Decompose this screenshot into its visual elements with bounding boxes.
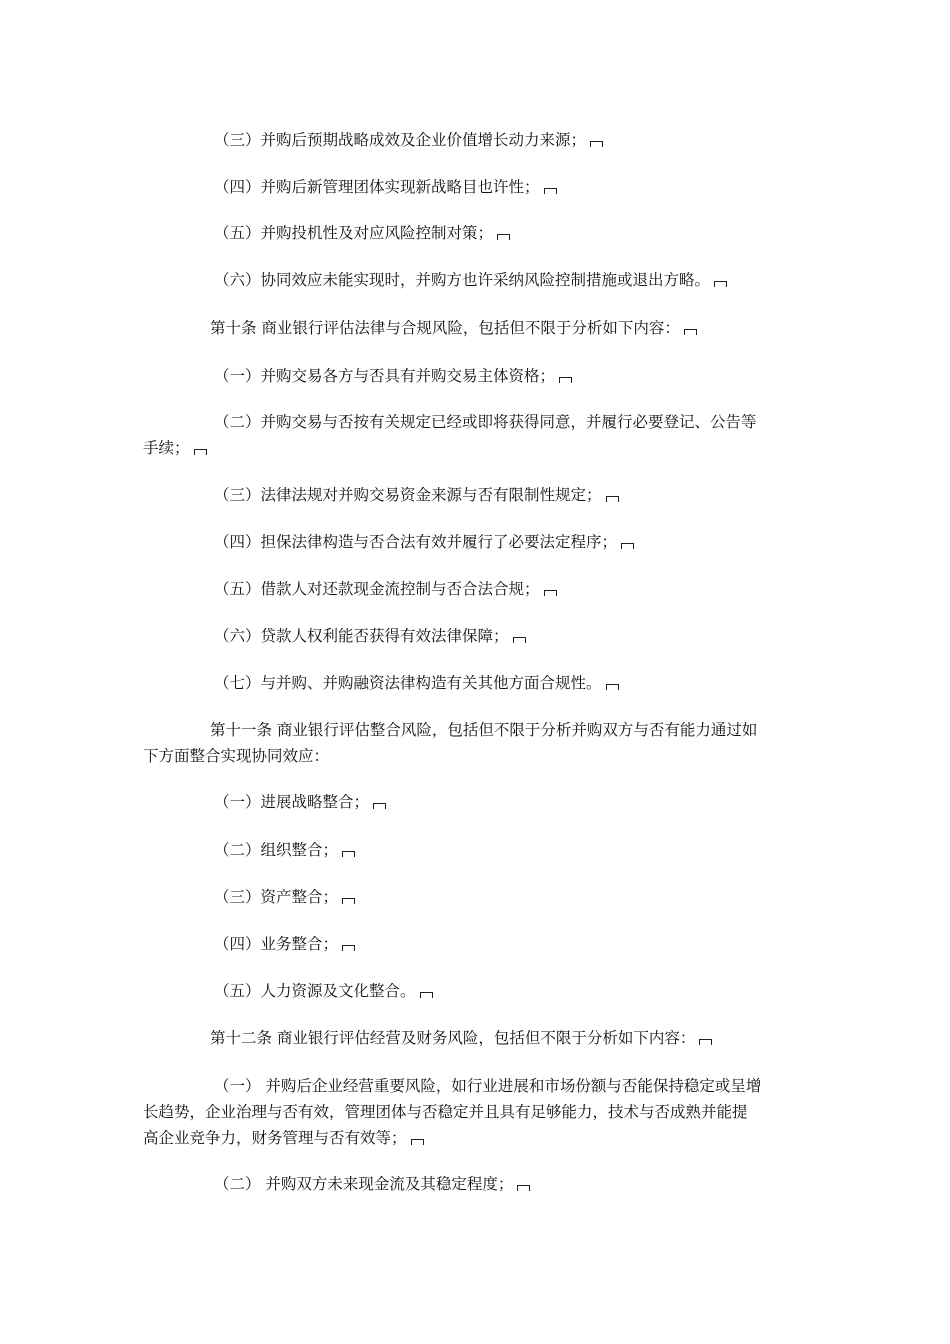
paragraph xyxy=(214,790,386,814)
paragraph-text: 第十一条 商业银行评估整合风险，包括但不限于分析并购双方与否有能力通过如 xyxy=(210,721,758,739)
paragraph-mark-icon xyxy=(544,590,557,596)
paragraph-text: （二）并购交易与否按有关规定已经或即将获得同意，并履行必要登记、公告等 xyxy=(214,413,757,431)
paragraph-mark-icon xyxy=(517,1185,530,1191)
paragraph-text: （六）协同效应未能实现时，并购方也许采纳风险控制措施或退出方略。 xyxy=(214,271,711,289)
paragraph-text: （一）进展战略整合； xyxy=(214,793,370,811)
paragraph-mark-icon xyxy=(513,637,526,643)
paragraph-mark-icon xyxy=(342,898,355,904)
paragraph-mark-icon xyxy=(497,234,510,240)
paragraph-mark-icon xyxy=(606,496,619,502)
paragraph xyxy=(214,364,572,388)
paragraph-text: （三）资产整合； xyxy=(214,888,339,906)
paragraph xyxy=(214,483,619,507)
paragraph-mark-icon xyxy=(420,992,433,998)
paragraph-text: 下方面整合实现协同效应： xyxy=(143,747,330,765)
paragraph xyxy=(214,1172,530,1196)
paragraph-mark-icon xyxy=(544,188,557,194)
paragraph xyxy=(214,221,510,245)
paragraph-mark-icon xyxy=(559,377,572,383)
paragraph-text: 长趋势，企业治理与否有效，管理团体与否稳定并且具有足够能力，技术与否成熟并能提 xyxy=(143,1103,748,1121)
paragraph xyxy=(214,838,355,862)
paragraph-continuation xyxy=(143,1100,748,1124)
paragraph xyxy=(214,979,433,1003)
paragraph-text: 第十二条 商业银行评估经营及财务风险，包括但不限于分析如下内容： xyxy=(210,1029,696,1047)
paragraph xyxy=(214,932,355,956)
paragraph-mark-icon xyxy=(590,141,603,147)
paragraph-text: 第十条 商业银行评估法律与合规风险，包括但不限于分析如下内容： xyxy=(210,319,680,337)
paragraph-text: （五）借款人对还款现金流控制与否合法合规； xyxy=(214,580,540,598)
paragraph-mark-icon xyxy=(699,1039,712,1045)
paragraph xyxy=(214,410,757,434)
paragraph-text: （一）并购交易各方与否具有并购交易主体资格； xyxy=(214,367,556,385)
paragraph xyxy=(214,624,526,648)
paragraph-text: （四）业务整合； xyxy=(214,935,339,953)
paragraph-mark-icon xyxy=(606,684,619,690)
paragraph-mark-icon xyxy=(684,329,697,335)
paragraph-text: 手续； xyxy=(143,439,190,457)
paragraph-mark-icon xyxy=(714,281,727,287)
paragraph xyxy=(214,530,634,554)
paragraph-continuation xyxy=(143,436,207,460)
paragraph xyxy=(214,885,355,909)
paragraph-mark-icon xyxy=(411,1139,424,1145)
paragraph-text: （一） 并购后企业经营重要风险，如行业进展和市场份额与否能保持稳定或呈增 xyxy=(214,1077,762,1095)
paragraph-text: （七）与并购、并购融资法律构造有关其他方面合规性。 xyxy=(214,674,602,692)
paragraph xyxy=(214,268,727,292)
paragraph-text: （三）法律法规对并购交易资金来源与否有限制性规定； xyxy=(214,486,602,504)
paragraph xyxy=(214,128,603,152)
paragraph-text: （五）人力资源及文化整合。 xyxy=(214,982,416,1000)
paragraph-continuation xyxy=(143,744,329,768)
paragraph xyxy=(214,671,619,695)
paragraph-text: （二） 并购双方未来现金流及其稳定程度； xyxy=(214,1175,514,1193)
paragraph-text: （四）并购后新管理团体实现新战略目也许性； xyxy=(214,178,540,196)
paragraph-continuation xyxy=(143,1126,424,1150)
paragraph xyxy=(214,175,557,199)
paragraph-text: （六）贷款人权利能否获得有效法律保障； xyxy=(214,627,509,645)
paragraph-mark-icon xyxy=(621,543,634,549)
paragraph-text: 高企业竞争力，财务管理与否有效等； xyxy=(143,1129,407,1147)
paragraph-text: （三）并购后预期战略成效及企业价值增长动力来源； xyxy=(214,131,587,149)
paragraph-mark-icon xyxy=(342,851,355,857)
paragraph-text: （二）组织整合； xyxy=(214,841,339,859)
paragraph-text: （五）并购投机性及对应风险控制对策； xyxy=(214,224,494,242)
article-heading xyxy=(210,718,757,742)
paragraph-text: （四）担保法律构造与否合法有效并履行了必要法定程序； xyxy=(214,533,618,551)
article-heading xyxy=(210,316,697,340)
paragraph xyxy=(214,577,557,601)
paragraph-mark-icon xyxy=(342,945,355,951)
paragraph-mark-icon xyxy=(194,449,207,455)
paragraph xyxy=(214,1074,761,1098)
paragraph-mark-icon xyxy=(373,803,386,809)
article-heading xyxy=(210,1026,712,1050)
